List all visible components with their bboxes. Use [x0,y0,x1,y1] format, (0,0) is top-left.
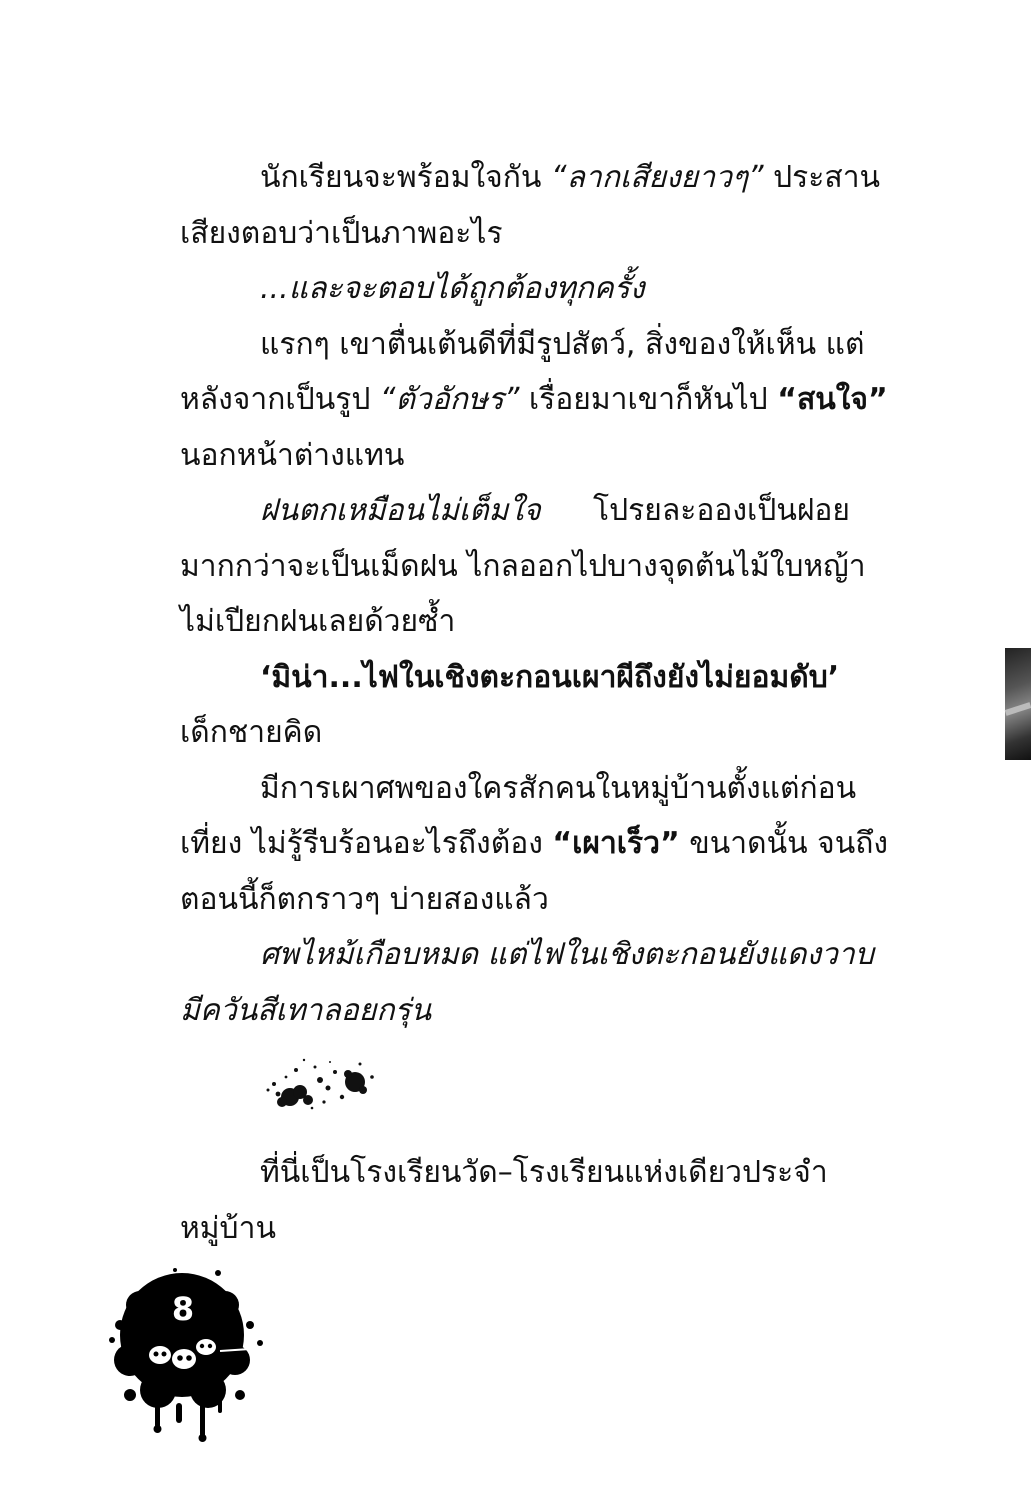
text-line [180,483,850,539]
text-run: โปรยละอองเป็นฝอย [540,493,850,528]
chapter-edge-tab [1005,648,1031,760]
text-run: เรื่อยมาเขาก็หันไป [519,382,778,417]
text-line [180,372,888,428]
text-line: แรกๆ เขาตื่นเต้นดีที่มีรูปสัตว์, สิ่งของให้เห็น แต่ [260,326,865,362]
text-line: ที่นี่เป็นโรงเรียนวัด–โรงเรียนแห่งเดียวประจำ [260,1155,828,1190]
text-line [180,150,881,206]
text-run: หลังจากเป็นรูป [180,382,380,417]
text-run: ขนาดนั้น จนถึง [679,826,889,861]
body-text [180,150,889,1038]
text-line: ศพไหม้เกือบหมด แต่ไฟในเชิงตะกอนยังแดงวาบ [260,937,874,972]
text-line: มีควันสีเทาลอยกรุ่น [180,992,432,1028]
text-line: มากกว่าจะเป็นเม็ดฝน ไกลออกไปบางจุดต้นไม้ใบหญ้า [180,548,866,584]
text-line [180,816,889,872]
text-line: นอกหน้าต่างแทน [180,437,405,473]
text-line: เด็กชายคิด [180,715,323,750]
text-run: นักเรียนจะพร้อมใจกัน [260,160,551,195]
ink-splatter-icon [260,1042,380,1117]
bold-quote: “เผาเร็ว” [552,826,680,861]
text-line: ตอนนี้ก็ตกราวๆ บ่ายสองแล้ว [180,881,549,917]
italic-phrase: ฝนตกเหมือนไม่เต็มใจ [260,493,541,528]
text-line: เสียงตอบว่าเป็นภาพอะไร [180,215,503,251]
text-line: มีการเผาศพของใครสักคนในหมู่บ้านตั้งแต่ก่อน [260,770,857,806]
italic-quote: “ลากเสียงยาวๆ” [550,160,764,195]
italic-quote: “ตัวอักษร” [379,382,520,417]
text-line: ‘มิน่า...ไฟในเชิงตะกอนเผาผีถึงยังไม่ยอมดับ’ [260,659,840,695]
text-line: หมู่บ้าน [180,1210,276,1246]
text-run: ประสาน [763,160,881,195]
page-number: 8 [171,1290,195,1328]
body-text-continued [180,1145,850,1256]
text-line: ...และจะตอบได้ถูกต้องทุกครั้ง [260,271,645,306]
bold-quote: “สนใจ” [777,382,888,417]
text-line: ไม่เปียกฝนเลยด้วยซ้ำ [180,604,456,639]
text-run: เที่ยง ไม่รู้รีบร้อนอะไรถึงต้อง [180,826,553,861]
